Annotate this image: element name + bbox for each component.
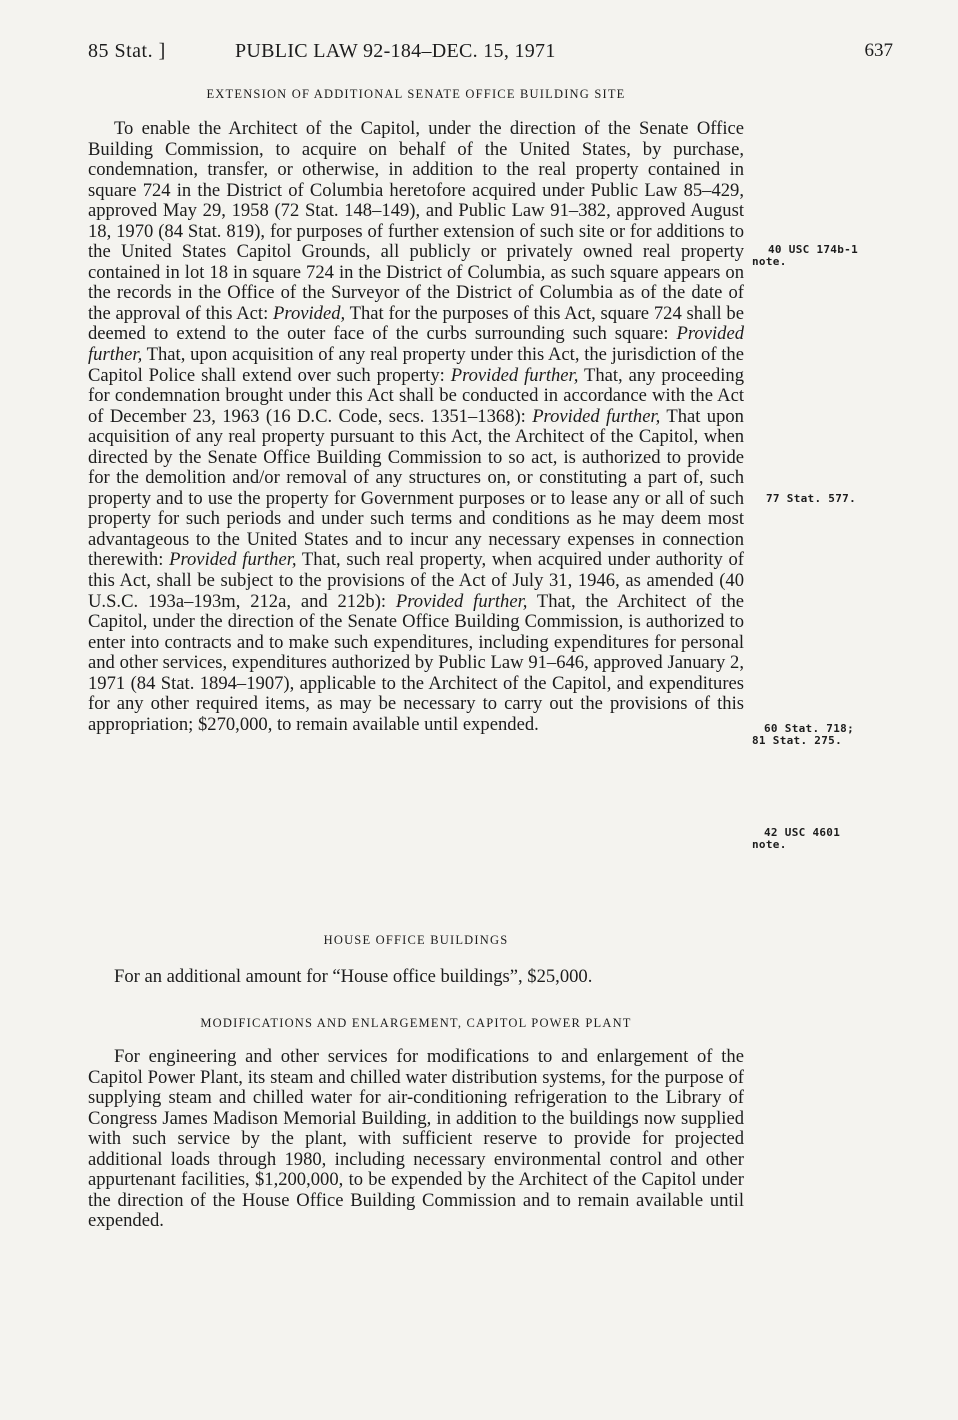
paragraph-text: To enable the Architect of the Capitol, under the direction of the Senate Office Building Commission, to acquire on behalf of the United States, by purchase, condemnation, transfer, or otherwise, in addition to the real property contained in square 724 in the District of Columbia heretofore acquired under Public Law 85–429, approved May 29, 1958 (72 Stat. 148–149), and Public Law 91–382, approved August 18, 1970 (84 Stat. 819), for purposes of further extension of such site or for additions to the United States Capitol Grounds, all publicly or privately owned real property contained in lot 18 in square 724 in the District of Columbia, as such square appears on the records in the Office of the Surveyor of the District of Columbia as of the date of the approval of this Act: (88, 118, 744, 324)
section-heading-house-buildings: HOUSE OFFICE BUILDINGS (323, 933, 509, 947)
paragraph-text: That upon acquisition of any real property pursuant to this Act, the Architect of the Capitol, when directed by the Senate Office Building Commission to so act, is authorized to provide for the demolition and/or removal of any structures on, or constituting a part of, such property and to use the property for Government purposes or to lease any or all of such property for such periods and under such terms and conditions as he may deem most advantageous to the United States and to incur any necessary expenses in connection therewith: (88, 405, 744, 571)
margin-note-60-stat (752, 723, 892, 747)
proviso: Provided further, (532, 405, 661, 427)
proviso: Provided further, (169, 549, 297, 571)
proviso: Provided further, (88, 323, 744, 366)
margin-note-line: 40 USC 174b-1 (768, 243, 858, 256)
page-header (88, 40, 893, 70)
section-heading-senate-site: EXTENSION OF ADDITIONAL SENATE OFFICE BUILDING SITE (206, 87, 626, 101)
senate-site-paragraph (88, 119, 744, 735)
paragraph-text: That, any proceeding for condemnation brought under this Act shall be conducted in accordance with the Act of December 23, 1963 (16 D.C. Code, secs. 1351–1368): (88, 364, 744, 427)
margin-note-line: 42 USC 4601 (764, 826, 841, 839)
margin-note-line: note. (752, 838, 787, 851)
paragraph-text: That, such real property, when acquired under authority of this Act, shall be subject to the provisions of the Act of July 31, 1946, as amended (40 U.S.C. 193a–193m, 212a, and 212b): (88, 549, 744, 612)
section-heading-power-plant: MODIFICATIONS AND ENLARGEMENT, CAPITOL POWER PLANT (200, 1016, 632, 1030)
margin-note-line: 60 Stat. 718; (764, 722, 854, 735)
margin-note-line: 81 Stat. 275. (752, 734, 842, 747)
proviso: Provided further, (395, 590, 528, 612)
margin-note-usc-174b (752, 244, 892, 268)
stat-volume-label: 85 Stat. ] (88, 40, 166, 62)
paragraph-text: That, upon acquisition of any real property under this Act, the jurisdiction of the Capitol Police shall extend over such property: (88, 344, 744, 386)
page-number: 637 (864, 40, 893, 61)
public-law-title: PUBLIC LAW 92-184–DEC. 15, 1971 (235, 40, 556, 62)
paragraph-text: That for the purposes of this Act, square 724 shall be deemed to extend to the outer face of the curbs surrounding such square: (88, 302, 744, 345)
house-buildings-paragraph: For an additional amount for “House office buildings”, $25,000. (114, 966, 593, 987)
margin-note-77-stat: 77 Stat. 577. (766, 492, 856, 505)
margin-note-line: note. (752, 255, 787, 268)
paragraph-text: That, the Architect of the Capitol, under the direction of the Senate Office Building Commission, is authorized to enter into contracts and to make such expenditures, including expenditures for personal and other services, expenditures authorized by Public Law 91–646, approved January 2, 1971 (84 Stat. 1894–1907), applicable to the Architect of the Capitol, and expenditures for any other required items, as may be necessary to carry out the provisions of this appropriation; $270,000, to remain available until expended. (88, 590, 744, 735)
margin-note-usc-4601 (752, 827, 892, 851)
proviso: Provided further, (450, 364, 579, 386)
power-plant-paragraph: For engineering and other services for modifications to and enlargement of the Capitol Power Plant, its steam and chilled water distribution systems, for the purpose of supplying steam and chilled water for air-conditioning refrigeration to the Library of Congress James Madison Memorial Building, in addition to the buildings now supplied with such service by the plant, with sufficient reserve to provide for projected additional loads through 1980, including necessary environmental control and other appurtenant facilities, $1,200,000, to be expended by the Architect of the Capitol under the direction of the House Office Building Commission and to remain available until expended. (88, 1046, 744, 1232)
proviso: Provided, (273, 302, 346, 324)
